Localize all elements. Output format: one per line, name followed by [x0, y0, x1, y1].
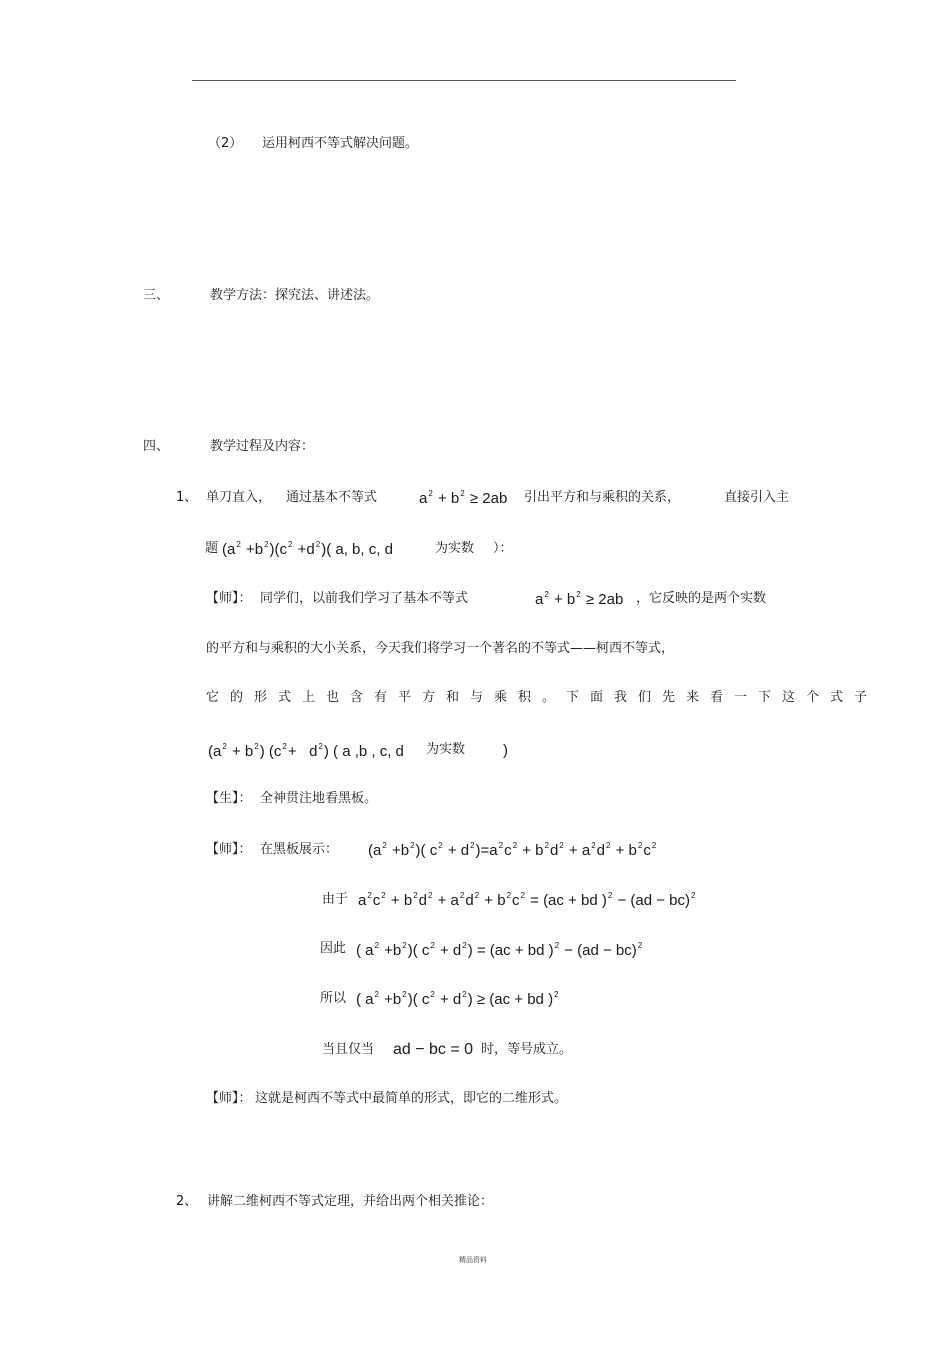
formula: ) — [503, 742, 508, 759]
section-number: 四、 — [143, 439, 170, 454]
formula: $a^2 + b^2 \ge 2ab$ — [419, 489, 508, 507]
section-heading: 教学方法：探究法、讲述法。 — [210, 288, 380, 303]
paragraph-text: 这就是柯西不等式中最简单的形式，即它的二维形式。 — [255, 1091, 568, 1106]
formula: $(a^2 + b^2)$ $(c^2+ d^2)$ ( a ,b , c, d — [208, 742, 404, 760]
paragraph-text: 讲解二维柯西不等式定理，并给出两个相关推论： — [207, 1194, 494, 1209]
paragraph-text: 在黑板展示： — [260, 842, 339, 857]
formula: $(a^2 +b^2)$( $c^2 + d^2)=a^2c^2 + b^2d^2 + a^2d^2 + b^2c^2$ — [368, 841, 657, 859]
speaker-tag: 【师】： — [206, 842, 252, 857]
paragraph-text: 全神贯注地看黑板。 — [260, 791, 378, 806]
step-number: 2、 — [176, 1194, 198, 1209]
paragraph-text: 当且仅当 — [322, 1042, 375, 1057]
speaker-tag: 【师】： — [206, 1091, 252, 1106]
item-text: 运用柯西不等式解决问题。 — [262, 136, 419, 151]
section-number: 三、 — [143, 288, 170, 303]
paragraph-text: 它的形式上也含有平方和与乘积。下面我们先来看一下这个式子 — [206, 690, 879, 705]
paragraph-text: 因此 — [320, 941, 347, 956]
paragraph-text: 时，等号成立。 — [481, 1042, 573, 1057]
paragraph-text: ）： — [493, 541, 513, 556]
item-number: （2） — [208, 136, 243, 151]
header-rule — [192, 80, 736, 81]
formula: ( $a^2 +b^2$)( $c^2 + d^2) \ge (ac$ + bd )$^2$ — [356, 990, 559, 1008]
paragraph-text: 为实数 — [435, 541, 475, 556]
formula: $a^2 + b^2 \ge 2ab$ — [535, 590, 624, 608]
paragraph-text: 单刀直入， — [206, 490, 272, 505]
formula: ad − bc = 0 — [393, 1041, 474, 1058]
section-heading: 教学过程及内容： — [210, 439, 315, 454]
paragraph-text: 引出平方和与乘积的关系， — [524, 490, 681, 505]
paragraph-text: 同学们，以前我们学习了基本不等式 — [260, 591, 469, 606]
formula: $(a^2 +b^2)(c^2 +d^2)$( a, b, c, d — [222, 540, 393, 558]
paragraph-text: 通过基本不等式 — [286, 490, 378, 505]
paragraph-text: ，它反映的是两个实数 — [636, 591, 767, 606]
formula: $a^2c^2 + b^2d^2 + a^2d^2 + b^2c^2 = (ac$ + bd )$^2$ − (ad − bc)$^2$ — [358, 891, 696, 909]
speaker-tag: 【生】： — [206, 791, 252, 806]
paragraph-text: 直接引入主 — [724, 490, 790, 505]
paragraph-text: 由于 — [322, 892, 349, 907]
speaker-tag: 【师】： — [206, 591, 252, 606]
paragraph-text: 为实数 — [426, 742, 466, 757]
step-number: 1、 — [176, 490, 198, 505]
page-footer: 精品资料 — [459, 1256, 487, 1264]
paragraph-text: 所以 — [320, 991, 347, 1006]
paragraph-text: 题 — [205, 541, 219, 556]
formula: ( $a^2 +b^2$)( $c^2 + d^2) = (ac$ + bd )$^2$ − (ad − bc)$^2$ — [356, 941, 643, 959]
paragraph-text: 的平方和与乘积的大小关系，今天我们将学习一个著名的不等式——柯西不等式， — [206, 641, 675, 656]
